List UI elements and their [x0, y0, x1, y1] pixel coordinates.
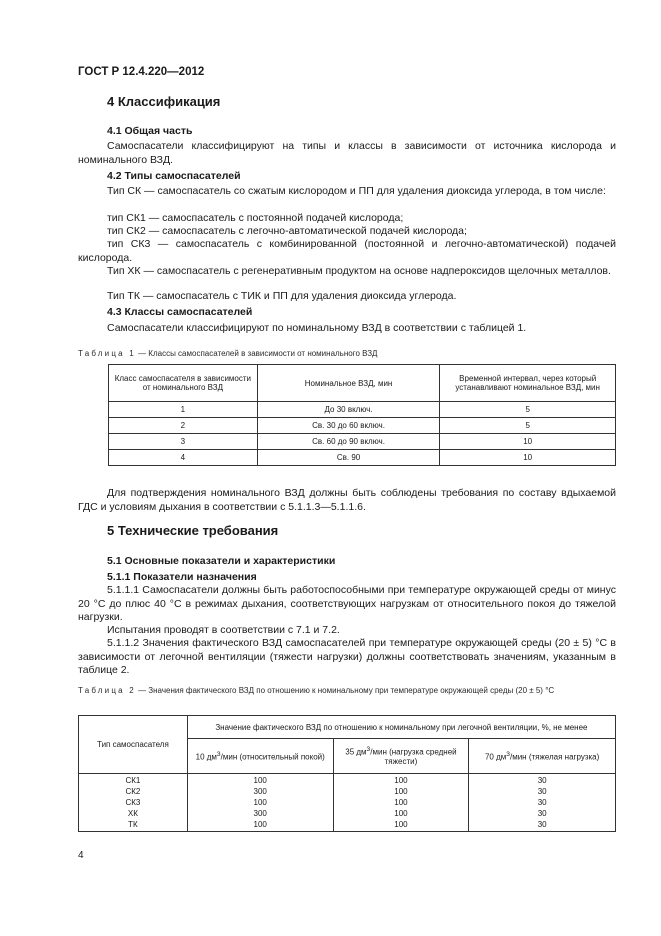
section-5-title: 5 Технические требования — [107, 523, 279, 538]
unit-text: 35 дм — [345, 747, 367, 757]
table-cell: 3 — [109, 434, 258, 450]
table-cell: СК1 — [125, 776, 141, 785]
table-cell: 5 — [440, 418, 616, 434]
table-1-header-class: Класс самоспасателя в зависимости от номинального ВЗД — [109, 365, 258, 402]
table-cell: 30 — [537, 787, 547, 796]
unit-text: 70 дм — [484, 752, 507, 762]
table-cell: 4 — [109, 450, 258, 466]
table-2-col-10 — [187, 774, 333, 832]
type-sk1-item: тип СК1 — самоспасатель с постоянной подачей кислорода; — [107, 212, 404, 224]
table-2-header-10 — [187, 739, 333, 774]
table-cell: 1 — [109, 402, 258, 418]
table-cell: 100 — [394, 787, 408, 796]
after-table-1-text: Для подтверждения номинального ВЗД должны быть соблюдены требования по составу вдыхаемой ГДС и условиям дыхания в соответствии с 5.1.1.3—5.1.1.6. — [78, 487, 616, 513]
table-2 — [78, 715, 616, 832]
section-4-title: 4 Классификация — [107, 94, 221, 109]
table-cell: 100 — [394, 798, 408, 807]
table-cell: ХК — [127, 809, 138, 818]
type-sk2-item: тип СК2 — самоспасатель с легочно-автоматической подачей кислорода; — [107, 225, 467, 237]
table-cell: 100 — [394, 776, 408, 785]
unit-superscript: 3 — [506, 750, 510, 758]
unit-text: 10 дм — [195, 752, 217, 762]
section-4-1-title: 4.1 Общая часть — [107, 125, 193, 137]
type-xk-item: Тип ХК — самоспасатель с регенеративным продуктом на основе надпероксидов щелочных металлов. — [107, 265, 611, 277]
table-2-caption — [78, 685, 616, 696]
table-cell: До 30 включ. — [257, 402, 440, 418]
type-sk-intro: Тип СК — самоспасатель со сжатым кислородом и ПП для удаления диоксида углерода, в том числе: — [107, 185, 606, 197]
type-sk3-item: тип СК3 — самоспасатель с комбинированной (постоянной и легочно-автоматической) подачей кислорода. — [78, 238, 616, 264]
section-4-1-text: Самоспасатели классифицируют на типы и классы в зависимости от источника кислорода и номинального ВЗД. — [78, 140, 616, 166]
table-cell: Св. 90 — [257, 450, 440, 466]
document-id: ГОСТ Р 12.4.220—2012 — [78, 66, 205, 78]
table-cell: 100 — [253, 776, 267, 785]
table-cell: 30 — [537, 820, 547, 829]
section-5-1-1-title: 5.1.1 Показатели назначения — [107, 571, 257, 583]
table-2-header-type: Тип самоспасателя — [79, 716, 188, 774]
table-cell: 300 — [253, 787, 267, 796]
table-cell: 2 — [109, 418, 258, 434]
table-2-types — [79, 774, 188, 832]
table-2-col-70 — [469, 774, 616, 832]
page-number: 4 — [78, 850, 84, 861]
table-row — [109, 434, 616, 450]
table-cell: СК2 — [125, 787, 141, 796]
table-cell: 10 — [440, 434, 616, 450]
tests-note: Испытания проводят в соответствии с 7.1 и 7.2. — [107, 624, 340, 636]
table-1-caption-text: — Классы самоспасателей в зависимости от номинального ВЗД — [138, 349, 378, 358]
clause-5-1-1-1: 5.1.1.1 Самоспасатели должны быть работоспособными при температуре окружающей среды от минус 20 °С до плюс 40 °С в режимах дыхания, соответствующих нагрузкам от относительного покоя до тяжелой нагрузки. — [78, 584, 616, 623]
table-cell: 10 — [440, 450, 616, 466]
table-1-caption — [78, 348, 616, 359]
table-2-col-35 — [333, 774, 469, 832]
table-cell: 30 — [537, 809, 547, 818]
table-2-group-header: Значение фактического ВЗД по отношению к номинальному при легочной вентиляции, %, не менее — [187, 716, 615, 739]
table-1-caption-word: Таблица 1 — [78, 349, 136, 358]
section-4-3-title: 4.3 Классы самоспасателей — [107, 306, 253, 318]
table-cell: 100 — [394, 809, 408, 818]
table-2-header-35 — [333, 739, 469, 774]
table-cell: 100 — [253, 798, 267, 807]
section-4-2-title: 4.2 Типы самоспасателей — [107, 170, 241, 182]
unit-superscript: 3 — [366, 746, 371, 754]
table-row — [109, 402, 616, 418]
table-cell: 100 — [253, 820, 267, 829]
unit-text: /мин (тяжелая нагрузка) — [509, 752, 600, 762]
table-2-caption-word: Таблица 2 — [78, 686, 136, 695]
table-1-header-nominal: Номинальное ВЗД, мин — [257, 365, 440, 402]
table-2-caption-text: — Значения фактического ВЗД по отношению к номинальному при температуре окружающей среды (20 ± 5) °С — [138, 686, 555, 695]
table-row — [79, 774, 616, 832]
unit-superscript: 3 — [216, 750, 221, 758]
section-5-1-title: 5.1 Основные показатели и характеристики — [107, 555, 336, 567]
type-tk-item: Тип ТК — самоспасатель с ТИК и ПП для удаления диоксида углерода. — [107, 290, 457, 302]
table-1 — [108, 364, 616, 466]
table-cell: Св. 60 до 90 включ. — [257, 434, 440, 450]
table-2-header-70 — [469, 739, 616, 774]
table-cell: 5 — [440, 402, 616, 418]
table-cell: 300 — [253, 809, 267, 818]
table-cell: 30 — [537, 798, 547, 807]
section-4-3-text: Самоспасатели классифицируют по номинальному ВЗД в соответствии с таблицей 1. — [107, 322, 527, 334]
table-cell: ТК — [128, 820, 138, 829]
table-cell: Св. 30 до 60 включ. — [257, 418, 440, 434]
table-1-header-interval: Временной интервал, через который устанавливают номинальное ВЗД, мин — [440, 365, 616, 402]
unit-text: /мин (относительный покой) — [220, 752, 325, 762]
table-row — [109, 450, 616, 466]
table-row — [109, 418, 616, 434]
unit-text: /мин (нагрузка средней тяжести) — [370, 747, 457, 766]
table-cell: СК3 — [125, 798, 141, 807]
clause-5-1-1-2: 5.1.1.2 Значения фактического ВЗД самоспасателей при температуре окружающей среды (20 ± 5) °С в зависимости от легочной вентиляции (тяжести нагрузки) должны соответствовать значениям, указанным в таблице 2. — [78, 637, 616, 676]
table-cell: 30 — [537, 776, 547, 785]
table-cell: 100 — [394, 820, 408, 829]
